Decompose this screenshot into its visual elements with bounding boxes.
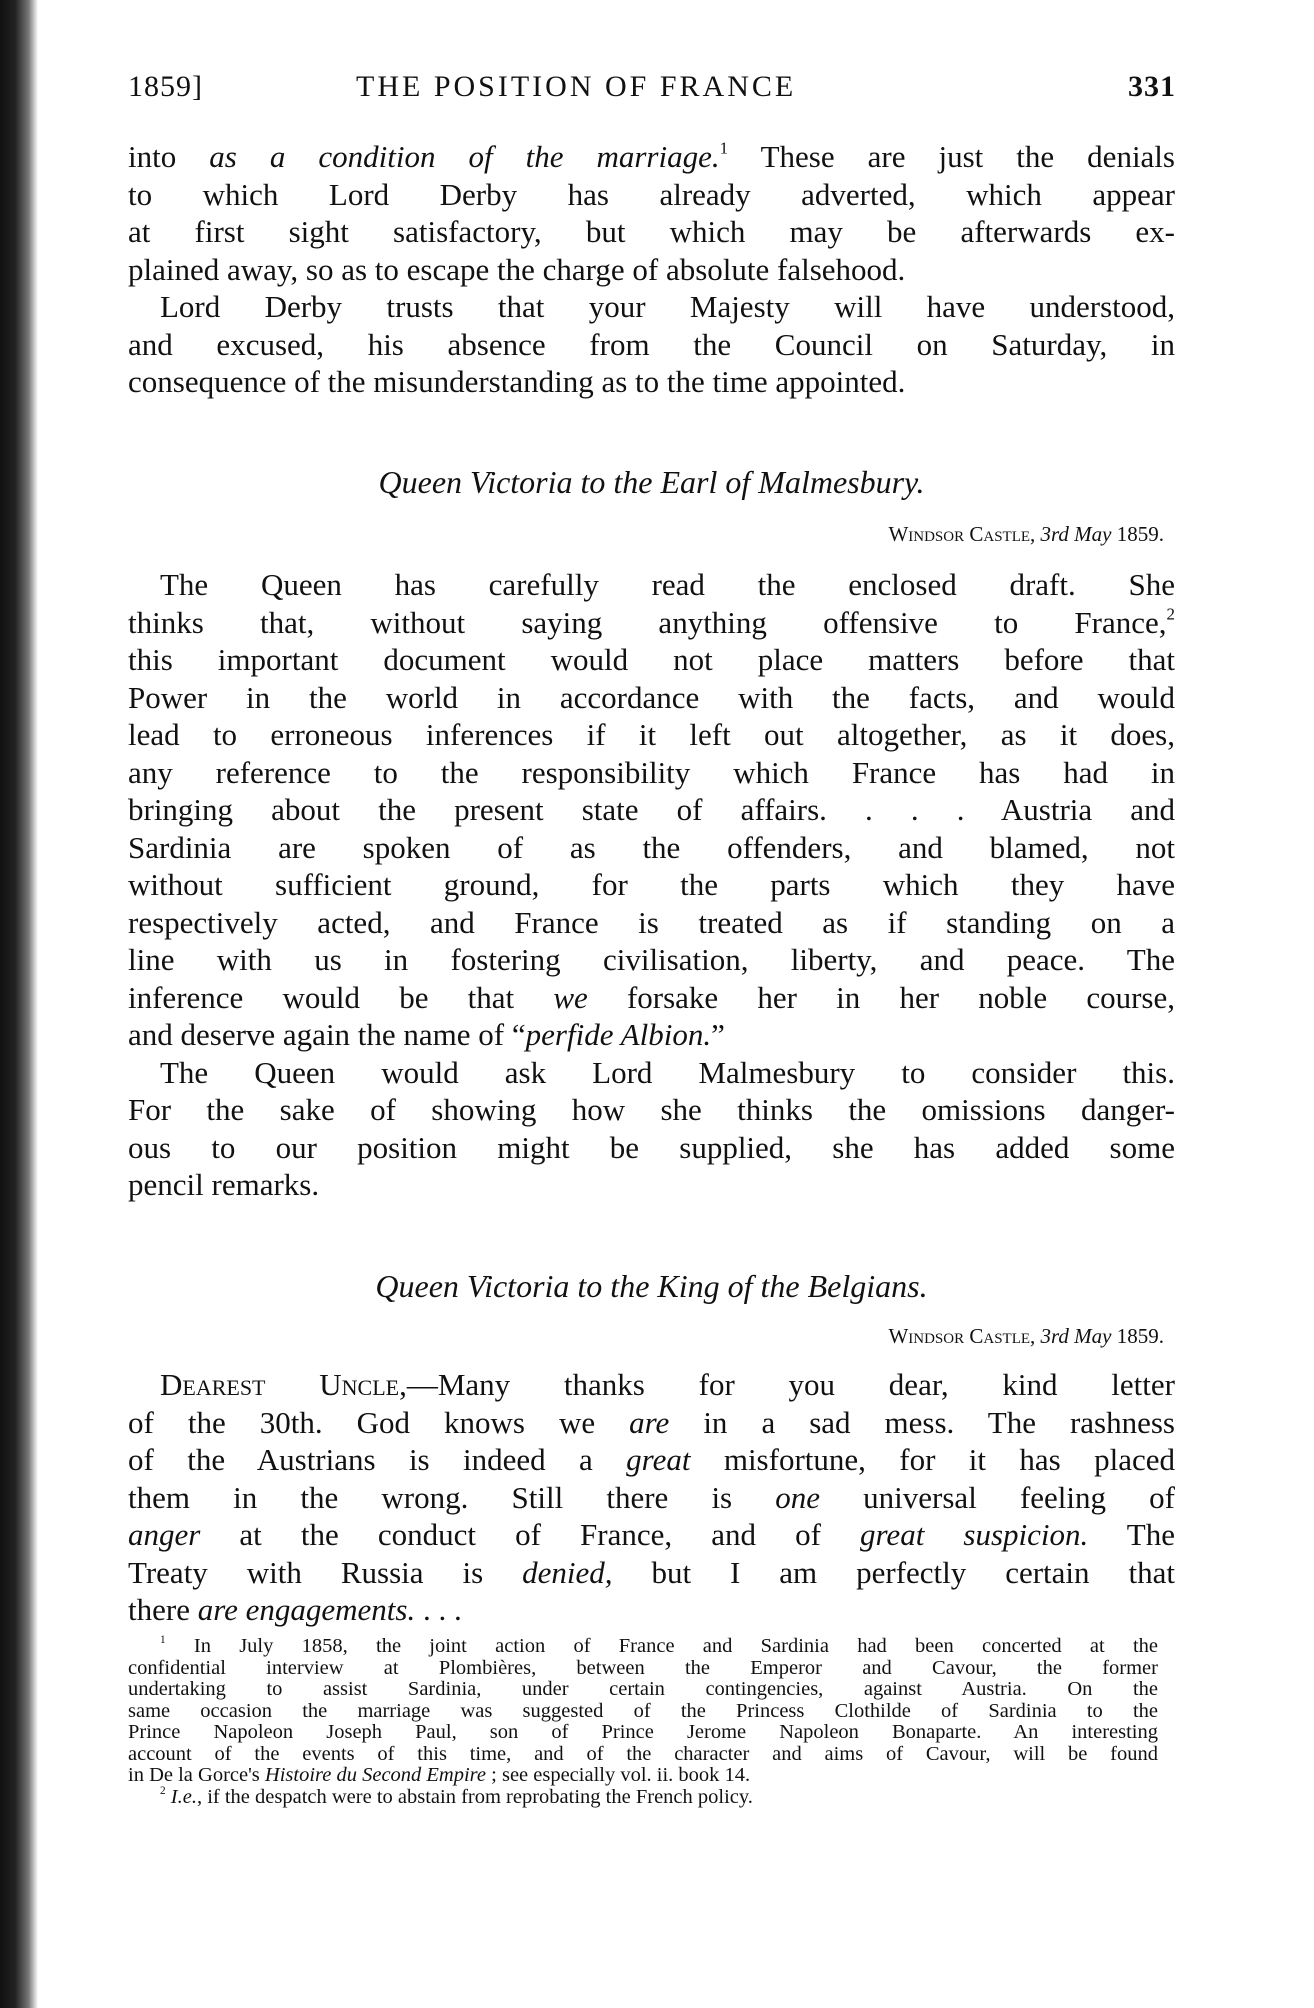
header-year: 1859]	[128, 70, 203, 103]
italic-run: we	[553, 979, 588, 1015]
text-line	[128, 1129, 1175, 1167]
text-run: For the sake of showing how she thinks the omissions danger-	[128, 1092, 1175, 1127]
letter-heading: Queen Victoria to the King of the Belgians.	[375, 1268, 928, 1304]
text-run: without sufficient ground, for the parts which they have	[128, 867, 1175, 902]
text-line	[128, 904, 1175, 942]
text-run: , if the despatch were to abstain from reprobating the French policy.	[196, 1785, 753, 1808]
footnote	[128, 1784, 1158, 1809]
footnotes	[128, 1633, 1158, 1808]
text-line	[128, 716, 1175, 754]
footnote-marker: 2	[160, 1784, 166, 1797]
text-run: line with us in fostering civilisation, liberty, and peace. The	[128, 942, 1175, 977]
text-line	[128, 363, 1175, 401]
text-run: Power in the world in accordance with the facts, and would	[128, 679, 1175, 715]
text-line	[128, 791, 1175, 829]
text-run: The Queen has carefully read the enclosed draft. She	[160, 567, 1175, 602]
italic-run: are engagements.	[197, 1592, 416, 1627]
text-line	[128, 1441, 1175, 1479]
text-run: into	[128, 139, 210, 174]
text-run: . . .	[415, 1592, 462, 1627]
text-line	[128, 1701, 1158, 1723]
text-run: ; see especially vol. ii. book 14.	[486, 1764, 751, 1786]
text-run: forsake her in her noble course,	[587, 979, 1175, 1015]
letter-body	[128, 566, 1175, 1204]
italic-run: anger	[128, 1517, 201, 1552]
text-run: at first sight satisfactory, but which may be afterwards ex-	[128, 214, 1175, 249]
text-run: but I am perfectly certain that	[612, 1554, 1175, 1590]
letter-body	[128, 1366, 1175, 1629]
date-day: 3rd May	[1040, 522, 1112, 546]
text-line	[128, 1166, 1175, 1204]
italic-run: as a condition of the marriage.	[209, 139, 720, 174]
text-line	[128, 1744, 1158, 1766]
text-run: thinks that, without saying anything offensive to France,	[128, 604, 1167, 640]
footnote-marker: 2	[1166, 603, 1175, 623]
text-run: of the Austrians is indeed a	[128, 1442, 627, 1477]
text-run: of the 30th. God knows we	[128, 1404, 630, 1440]
text-line	[128, 1633, 1158, 1658]
text-run: same occasion the marriage was suggested of the Princess Clothilde of Sardinia to the	[128, 1699, 1158, 1722]
text-run: consequence of the misunderstanding as to the time appointed.	[128, 364, 906, 399]
text-line	[128, 1404, 1175, 1442]
text-run: any reference to the responsibility which France has had in	[128, 754, 1175, 790]
place: Windsor Castle,	[888, 1324, 1036, 1348]
text-line	[128, 604, 1175, 642]
text-run: bringing about the present state of affairs. . . . Austria and	[128, 792, 1175, 827]
text-run: —Many thanks for you dear, kind letter	[406, 1367, 1175, 1402]
book-binding-edge	[0, 0, 38, 2008]
paragraph	[128, 566, 1175, 1054]
text-run: account of the events of this time, and of the character and aims of Cavour, will be found	[128, 1742, 1158, 1765]
text-run: them in the wrong. Still there is	[128, 1479, 776, 1515]
text-run: universal feeling of	[820, 1479, 1175, 1515]
italic-run: one	[775, 1479, 821, 1515]
text-line	[128, 1658, 1158, 1680]
text-line	[128, 1016, 1175, 1054]
text-line	[128, 176, 1175, 214]
italic-run: Histoire du Second Empire	[264, 1764, 487, 1786]
text-line	[128, 1591, 1175, 1629]
text-line	[128, 1784, 1158, 1809]
text-line	[128, 251, 1175, 289]
paragraph	[128, 1366, 1175, 1629]
text-run: and deserve again the name of “	[128, 1017, 526, 1052]
text-run: The Queen would ask Lord Malmesbury to consider this.	[160, 1054, 1175, 1090]
footnote-marker: 1	[160, 1633, 166, 1646]
italic-run: are	[629, 1404, 670, 1440]
italic-run: I.e.	[170, 1785, 197, 1808]
text-line	[128, 641, 1175, 679]
paragraph	[128, 288, 1175, 401]
letter-dateline	[888, 522, 1164, 547]
text-line	[128, 566, 1175, 604]
letter-dateline	[888, 1324, 1164, 1349]
text-line	[128, 941, 1175, 979]
text-line	[128, 1091, 1175, 1129]
footnote	[128, 1633, 1158, 1787]
text-run: inference would be that	[128, 979, 554, 1015]
text-run: lead to erroneous inferences if it left out altogether, as it does,	[128, 717, 1175, 752]
date-day: 3rd May	[1040, 1324, 1112, 1348]
text-run: and excused, his absence from the Council on Saturday, in	[128, 326, 1175, 362]
text-line	[128, 1516, 1175, 1554]
text-line	[128, 1765, 1158, 1787]
text-run: there	[128, 1592, 198, 1627]
text-run: Prince Napoleon Joseph Paul, son of Prince Jerome Napoleon Bonaparte. An interesting	[128, 1721, 1158, 1743]
text-line	[128, 213, 1175, 251]
text-line	[128, 1479, 1175, 1517]
text-run: at the conduct of France, and of	[200, 1517, 861, 1552]
text-line	[128, 679, 1175, 717]
text-run: Lord Derby trusts that your Majesty will have understood,	[160, 289, 1175, 324]
text-line	[128, 866, 1175, 904]
text-line	[128, 1054, 1175, 1092]
text-line	[128, 288, 1175, 326]
letter-continuation	[128, 138, 1175, 401]
text-run: Sardinia are spoken of as the offenders, and blamed, not	[128, 829, 1175, 865]
text-run: The	[1088, 1517, 1176, 1552]
text-line	[128, 829, 1175, 867]
text-run: Treaty with Russia is	[128, 1554, 523, 1590]
italic-run: great suspicion.	[860, 1517, 1089, 1552]
text-run: ous to our position might be supplied, she has added some	[128, 1129, 1175, 1165]
small-caps-run: Dearest Uncle,	[160, 1367, 407, 1402]
text-run: misfortune, for it has placed	[690, 1442, 1175, 1477]
text-run: undertaking to assist Sardinia, under certain contingencies, against Austria. On the	[128, 1678, 1158, 1700]
place: Windsor Castle,	[888, 522, 1036, 546]
text-run: respectively acted, and France is treated as if standing on a	[128, 904, 1175, 940]
text-run: pencil remarks.	[128, 1167, 320, 1202]
text-line	[128, 326, 1175, 364]
text-run: in De la Gorce's	[128, 1764, 265, 1786]
paragraph	[128, 138, 1175, 288]
text-line	[128, 1722, 1158, 1744]
text-line	[128, 138, 1175, 176]
text-run: this important document would not place matters before that	[128, 642, 1175, 677]
page-number: 331	[1128, 70, 1176, 103]
letter-heading: Queen Victoria to the Earl of Malmesbury.	[378, 464, 925, 500]
text-run: In July 1858, the joint action of France and Sardinia had been concerted at the	[165, 1635, 1158, 1657]
text-run: confidential interview at Plombières, between the Emperor and Cavour, the former	[128, 1656, 1158, 1679]
text-line	[128, 1366, 1175, 1404]
text-run: plained away, so as to escape the charge of absolute falsehood.	[128, 251, 906, 287]
header-title: THE POSITION OF FRANCE	[356, 70, 797, 103]
date-year: 1859.	[1116, 1324, 1164, 1348]
text-line	[128, 1554, 1175, 1592]
text-line	[128, 754, 1175, 792]
footnote-marker: 1	[719, 138, 729, 158]
italic-run: denied,	[522, 1554, 613, 1590]
italic-run: perfide Albion.	[525, 1017, 712, 1052]
text-line	[128, 1679, 1158, 1701]
text-run: ”	[711, 1017, 725, 1052]
text-run: These are just the denials	[728, 139, 1175, 174]
date-year: 1859.	[1116, 522, 1164, 546]
text-run: in a sad mess. The rashness	[669, 1404, 1175, 1440]
text-line	[128, 979, 1175, 1017]
paragraph	[128, 1054, 1175, 1204]
italic-run: great	[626, 1442, 691, 1477]
text-run: to which Lord Derby has already adverted, which appear	[128, 176, 1175, 212]
